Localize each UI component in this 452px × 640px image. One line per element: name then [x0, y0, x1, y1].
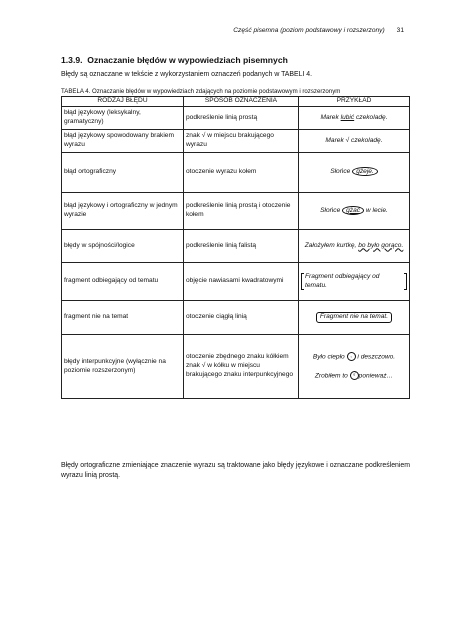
example-text: Założyłem kurtkę,	[304, 241, 359, 249]
example-text: Słońce	[320, 206, 343, 214]
section-heading	[61, 55, 288, 65]
marking-method: podkreślenie linią prostą i otoczenie kołem	[184, 193, 299, 230]
table-row	[62, 301, 410, 335]
running-header	[233, 27, 404, 34]
marking-method: podkreślenie linią falistą	[184, 230, 299, 263]
table-row	[62, 193, 410, 230]
marking-method: otoczenie wyrazu kołem	[184, 153, 299, 193]
bracketed-fragment: Fragment odbiegający od tematu.	[301, 273, 407, 291]
example	[299, 193, 410, 230]
circled-underlined-word: gżać	[342, 206, 364, 215]
example	[299, 335, 410, 399]
marking-method: znak √ w miejscu brakującego wyrazu	[184, 130, 299, 153]
example-text: Było ciepło	[312, 353, 347, 361]
table-row	[62, 230, 410, 263]
page-number: 31	[396, 27, 404, 34]
error-type: błąd językowy i ortograficzny w jednym wyrazie	[62, 193, 184, 230]
error-type: błąd ortograficzny	[62, 153, 184, 193]
footer-paragraph: Błędy ortograficzne zmieniające znaczenie wyrazu są traktowane jako błędy językowe i oznaczane podkreśleniem wyrazu linią prostą.	[61, 462, 410, 480]
table-row	[62, 130, 410, 153]
marking-method: objęcie nawiasami kwadratowymi	[184, 263, 299, 301]
error-type: błędy interpunkcyjne (wyłącznie na poziomie rozszerzonym)	[62, 335, 184, 399]
example: Marek √ czekoladę.	[299, 130, 410, 153]
example-text: Zrobiłem to	[314, 372, 350, 380]
error-type: fragment nie na temat	[62, 301, 184, 335]
circled-check-mark: √	[350, 371, 359, 380]
example-line	[301, 371, 407, 381]
table-row	[62, 263, 410, 301]
intro-paragraph: Błędy są oznaczane w tekście z wykorzystaniem oznaczeń podanych w TABELI 4.	[61, 71, 312, 78]
example-text: czekoladę.	[354, 113, 388, 121]
wavy-underlined-text: bo było gorąco.	[358, 241, 404, 249]
example-text: Słońce	[330, 168, 353, 176]
error-type: błąd językowy (leksykalny, gramatyczny)	[62, 107, 184, 130]
circled-word: gżeje.	[352, 167, 378, 176]
circled-comma: ,	[347, 352, 356, 361]
table-row	[62, 335, 410, 399]
example-text: i deszczowo.	[355, 353, 396, 361]
table-caption: TABELA 4. Oznaczanie błędów w wypowiedziach zdających na poziomie podstawowym i rozszerzonym	[61, 88, 341, 95]
table-header-row	[62, 97, 410, 107]
example-text: Marek	[320, 113, 341, 121]
section-number: 1.3.9.	[61, 55, 83, 65]
example-text: w lecie.	[364, 206, 388, 214]
example-text: ponieważ…	[358, 372, 394, 380]
running-title: Część pisemna (poziom podstawowy i rozszerzony)	[233, 27, 385, 34]
header-error-type: RODZAJ BŁĘDU	[62, 97, 184, 107]
underlined-word: lubić	[340, 113, 355, 121]
example	[299, 301, 410, 335]
marking-method: podkreślenie linią prostą	[184, 107, 299, 130]
header-marking-method: SPOSÓB OZNACZENIA	[184, 97, 299, 107]
outlined-fragment: Fragment nie na temat.	[316, 312, 392, 323]
error-marking-table	[61, 96, 410, 399]
example-line	[301, 352, 407, 362]
error-type: błędy w spójności/logice	[62, 230, 184, 263]
error-type: błąd językowy spowodowany brakiem wyrazu	[62, 130, 184, 153]
header-example: PRZYKŁAD	[299, 97, 410, 107]
section-title: Oznaczanie błędów w wypowiedziach pisemnych	[87, 55, 288, 65]
example	[299, 107, 410, 130]
marking-method: otoczenie ciągłą linią	[184, 301, 299, 335]
table-row	[62, 153, 410, 193]
example	[299, 230, 410, 263]
example	[299, 263, 410, 301]
marking-method: otoczenie zbędnego znaku kółkiem znak √ w kółku w miejscu brakującego znaku interpunkcyjnego	[184, 335, 299, 399]
error-type: fragment odbiegający od tematu	[62, 263, 184, 301]
example	[299, 153, 410, 193]
table-row	[62, 107, 410, 130]
